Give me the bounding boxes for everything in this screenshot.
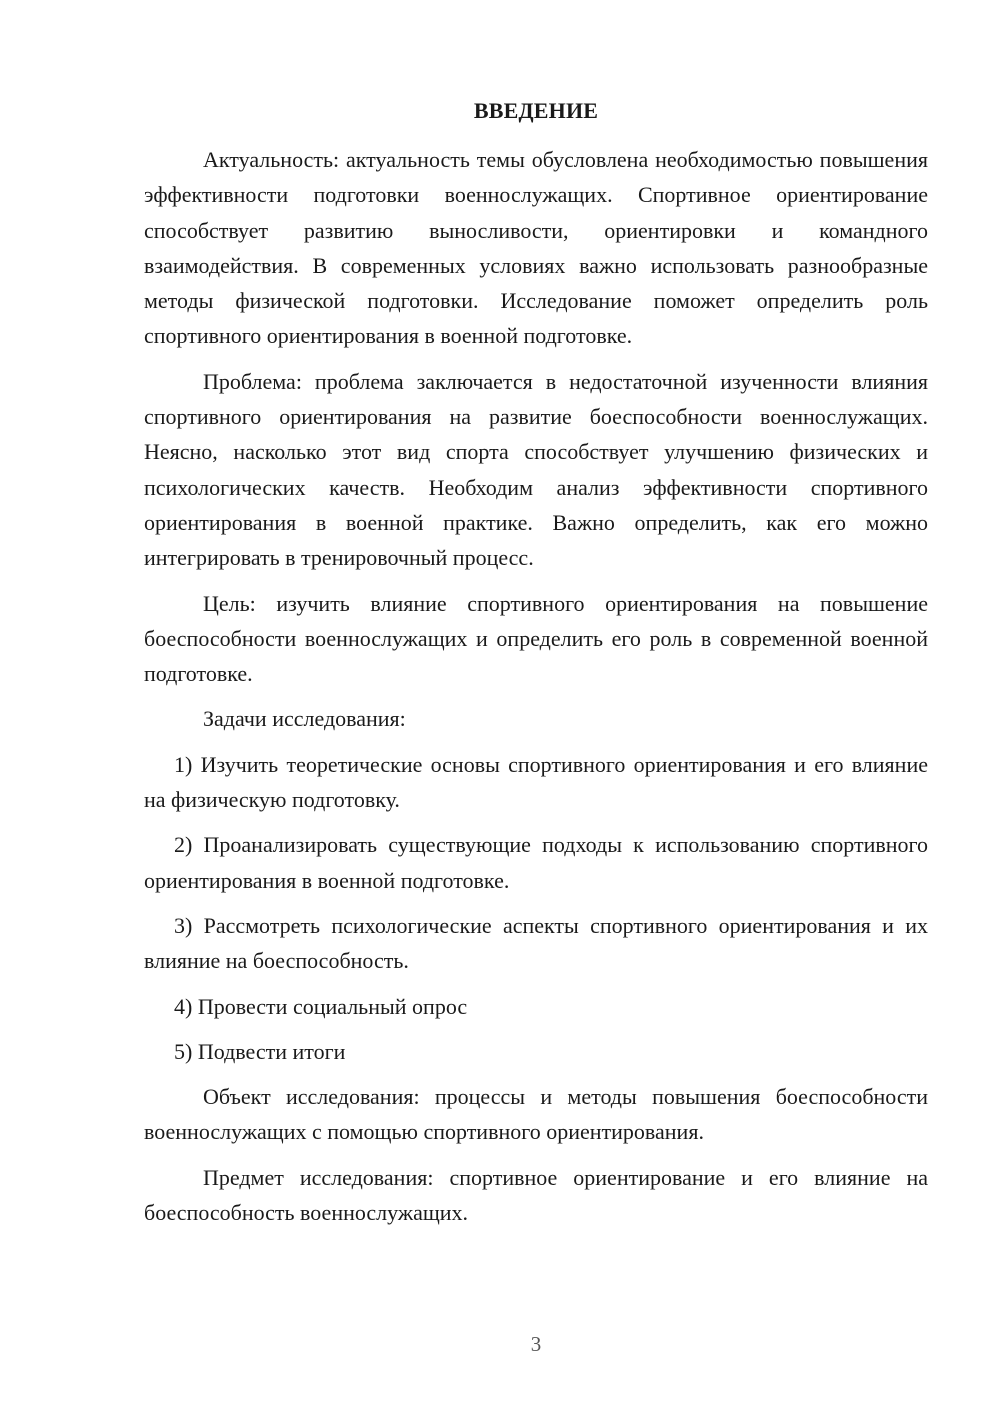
paragraph-relevance: Актуальность: актуальность темы обусловлена необходимостью повышения эффективности подготовки военнослужащих. Спортивное ориентирование способствует развитию выносливости, ориентировки и командного взаимодействия. В современных условиях важно использовать разнообразные методы физической подготовки. Исследование поможет определить роль спортивного ориентирования в военной подготовке. bbox=[144, 147, 928, 349]
paragraph-goal: Цель: изучить влияние спортивного ориентирования на повышение боеспособности военнослужащих и определить его роль в современной военной подготовке. bbox=[144, 590, 928, 687]
section-heading: ВВЕДЕНИЕ bbox=[473, 98, 599, 123]
task-item-3: 3) Рассмотреть психологические аспекты спортивного ориентирования и их влияние на боеспособность. bbox=[144, 912, 928, 974]
paragraph-subject: Предмет исследования: спортивное ориентирование и его влияние на боеспособность военнослужащих. bbox=[144, 1164, 928, 1226]
paragraph-tasks-heading: Задачи исследования: bbox=[203, 706, 406, 732]
page-number: 3 bbox=[530, 1332, 542, 1356]
task-item-2: 2) Проанализировать существующие подходы к использованию спортивного ориентирования в военной подготовке. bbox=[144, 832, 928, 893]
task-item-5: 5) Подвести итоги bbox=[174, 1038, 346, 1064]
task-item-1: 1) Изучить теоретические основы спортивного ориентирования и его влияние на физическую подготовку. bbox=[144, 751, 928, 813]
paragraph-problem: Проблема: проблема заключается в недостаточной изученности влияния спортивного ориентирования на развитие боеспособности военнослужащих. Неясно, насколько этот вид спорта способствует улучшению физических и психологических качеств. Необходим анализ эффективности спортивного ориентирования в военной практике. Важно определить, как его можно интегрировать в тренировочный процесс. bbox=[144, 368, 928, 571]
body-text bbox=[144, 142, 928, 1230]
paragraph-object: Объект исследования: процессы и методы повышения боеспособности военнослужащих с помощью спортивного ориентирования. bbox=[144, 1084, 928, 1145]
task-item-4: 4) Провести социальный опрос bbox=[174, 993, 468, 1019]
